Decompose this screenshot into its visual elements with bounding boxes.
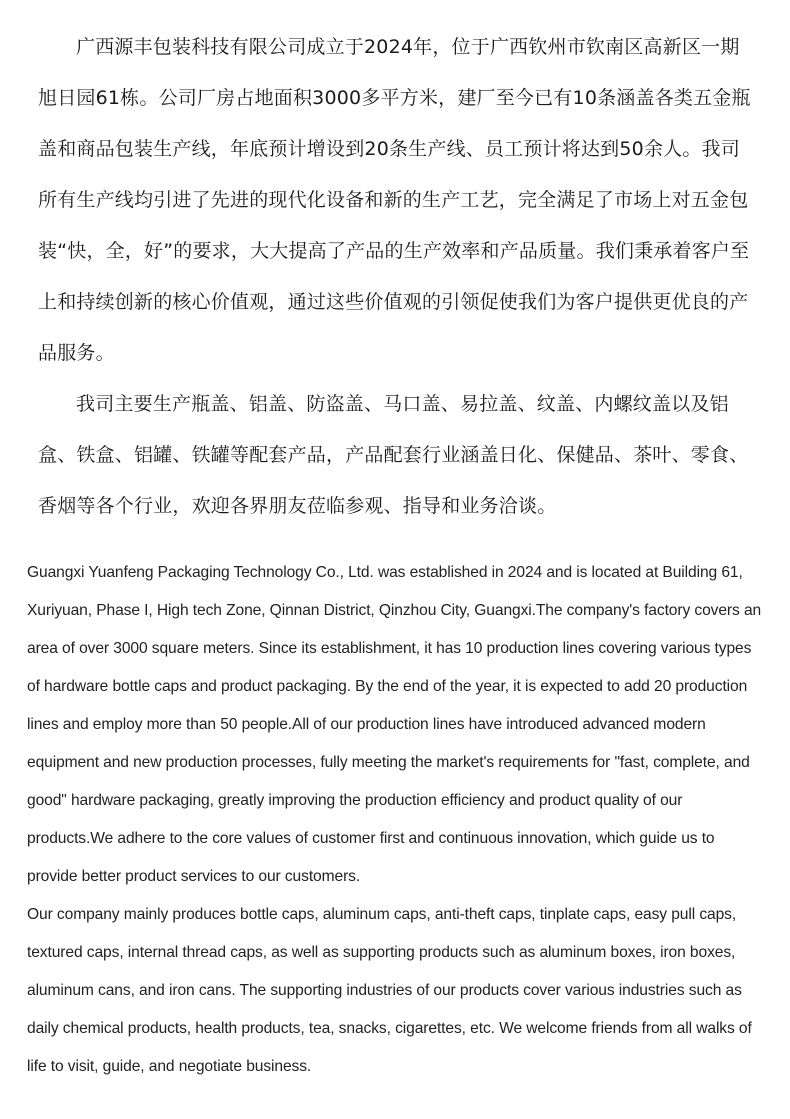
english-paragraph-company-intro: Guangxi Yuanfeng Packaging Technology Co., Ltd. was established in 2024 and is located at Building 61, Xuriyuan, Phase I, High tech Zone, Qinnan District, Qinzhou City, Guangxi.The company's factory covers an area of over 3000 square meters. Since its establishment, it has 10 production lines covering various types of hardware bottle caps and product packaging. By the end of the year, it is expected to add 20 production lines and employ more than 50 people.All of our production lines have introduced advanced modern equipment and new production processes, fully meeting the market's requirements for "fast, complete, and good" hardware packaging, greatly improving the production efficiency and product quality of our products.We adhere to the core values of customer first and continuous innovation, which guide us to provide better product services to our customers. (27, 564, 762, 885)
chinese-paragraph-company-intro: 广西源丰包装科技有限公司成立于2024年，位于广西钦州市钦南区高新区一期旭日园61栋。公司厂房占地面积3000多平方米，建厂至今已有10条涵盖各类五金瓶盖和商品包装生产线，年底预计增设到20条生产线、员工预计将达到50余人。我司所有生产线均引进了先进的现代化设备和新的生产工艺，完全满足了市场上对五金包装“快，全，好”的要求，大大提高了产品的生产效率和产品质量。我们秉承着客户至上和持续创新的核心价值观，通过这些价值观的引领促使我们为客户提供更优良的产品服务。 (38, 36, 751, 364)
english-section (27, 554, 767, 1086)
english-paragraph-products: Our company mainly produces bottle caps, aluminum caps, anti-theft caps, tinplate caps, easy pull caps, textured caps, internal thread caps, as well as supporting products such as aluminum boxes, iron boxes, aluminum cans, and iron cans. The supporting industries of our products cover various industries such as daily chemical products, health products, tea, snacks, cigarettes, etc. We welcome friends from all walks of life to visit, guide, and negotiate business. (27, 906, 752, 1075)
chinese-section (38, 22, 754, 532)
chinese-paragraph-products: 我司主要生产瓶盖、铝盖、防盗盖、马口盖、易拉盖、纹盖、内螺纹盖以及铝盒、铁盒、铝罐、铁罐等配套产品，产品配套行业涵盖日化、保健品、茶叶、零食、香烟等各个行业，欢迎各界朋友莅临参观、指导和业务洽谈。 (38, 393, 749, 517)
